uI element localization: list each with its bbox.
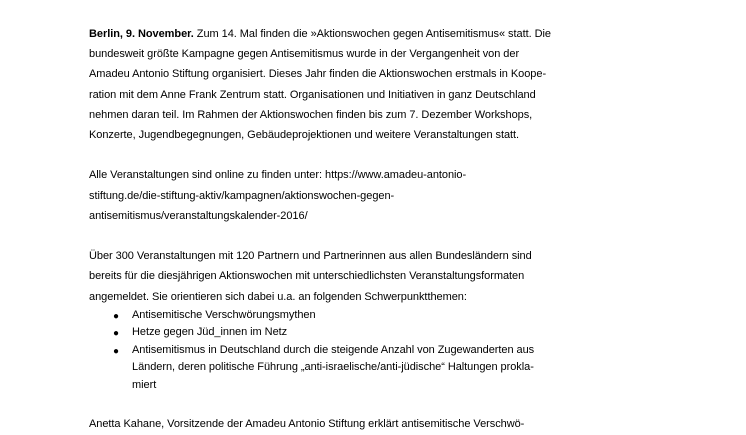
events-link-paragraph bbox=[89, 165, 589, 226]
intro-line: bundesweit größte Kampagne gegen Antisemitismus wurde in der Vergangenheit von der bbox=[89, 48, 520, 61]
intro-line: Amadeu Antonio Stiftung organisiert. Dieses Jahr finden die Aktionswochen erstmals in Koope- bbox=[89, 68, 547, 81]
bullet-text: Ländern, deren politische Führung „anti-israelische/anti-jüdische“ Haltungen prokla- bbox=[132, 361, 534, 374]
topics-line: bereits für die diesjährigen Aktionswochen mit unterschiedlichsten Veranstaltungsformaten bbox=[89, 270, 525, 283]
bullet-dot-icon: ● bbox=[113, 328, 119, 340]
document-body bbox=[89, 24, 589, 435]
paragraph-spacer bbox=[89, 226, 589, 246]
events-link-line: stiftung.de/die-stiftung-aktiv/kampagnen/aktionswochen-gegen- bbox=[89, 189, 395, 202]
intro-paragraph bbox=[89, 24, 589, 145]
intro-line: ration mit dem Anne Frank Zentrum statt. Organisationen und Initiativen in ganz Deutschland bbox=[89, 88, 536, 101]
intro-line: nehmen daran teil. Im Rahmen der Aktionswochen finden bis zum 7. Dezember Workshops, bbox=[89, 108, 533, 121]
topics-paragraph bbox=[89, 246, 589, 307]
bullet-item bbox=[89, 307, 589, 325]
bullet-text: Antisemitismus in Deutschland durch die steigende Anzahl von Zugewanderten aus bbox=[132, 343, 535, 356]
events-link-line: Alle Veranstaltungen sind online zu finden unter: https://www.amadeu-antonio- bbox=[89, 169, 467, 182]
topics-line: Über 300 Veranstaltungen mit 120 Partnern und Partnerinnen aus allen Bundesländern sind bbox=[89, 250, 532, 263]
quote-line: Anetta Kahane, Vorsitzende der Amadeu Antonio Stiftung erklärt antisemitische Verschwö- bbox=[89, 418, 525, 431]
dateline: Berlin, 9. November. bbox=[89, 28, 194, 40]
bullet-item bbox=[89, 324, 589, 342]
quote-paragraph bbox=[89, 414, 589, 434]
intro-line: Konzerte, Jugendbegegnungen, Gebäudeprojektionen und weitere Veranstaltungen statt. bbox=[89, 129, 520, 142]
bullet-text: Hetze gegen Jüd_innen im Netz bbox=[132, 326, 288, 339]
topics-line: angemeldet. Sie orientieren sich dabei u.a. an folgenden Schwerpunktthemen: bbox=[89, 290, 467, 303]
intro-line bbox=[89, 24, 589, 44]
events-link-line: antisemitismus/veranstaltungskalender-2016/ bbox=[89, 209, 308, 222]
bullet-dot-icon: ● bbox=[113, 345, 119, 357]
topics-bullet-list bbox=[89, 307, 589, 395]
intro-line-text: Zum 14. Mal finden die »Aktionswochen gegen Antisemitismus« statt. Die bbox=[193, 28, 551, 40]
bullet-dot-icon: ● bbox=[113, 310, 119, 322]
paragraph-spacer bbox=[89, 145, 589, 165]
bullet-text: miert bbox=[132, 378, 157, 391]
bullet-item bbox=[89, 342, 589, 395]
bullet-text: Antisemitische Verschwörungsmythen bbox=[132, 308, 316, 321]
